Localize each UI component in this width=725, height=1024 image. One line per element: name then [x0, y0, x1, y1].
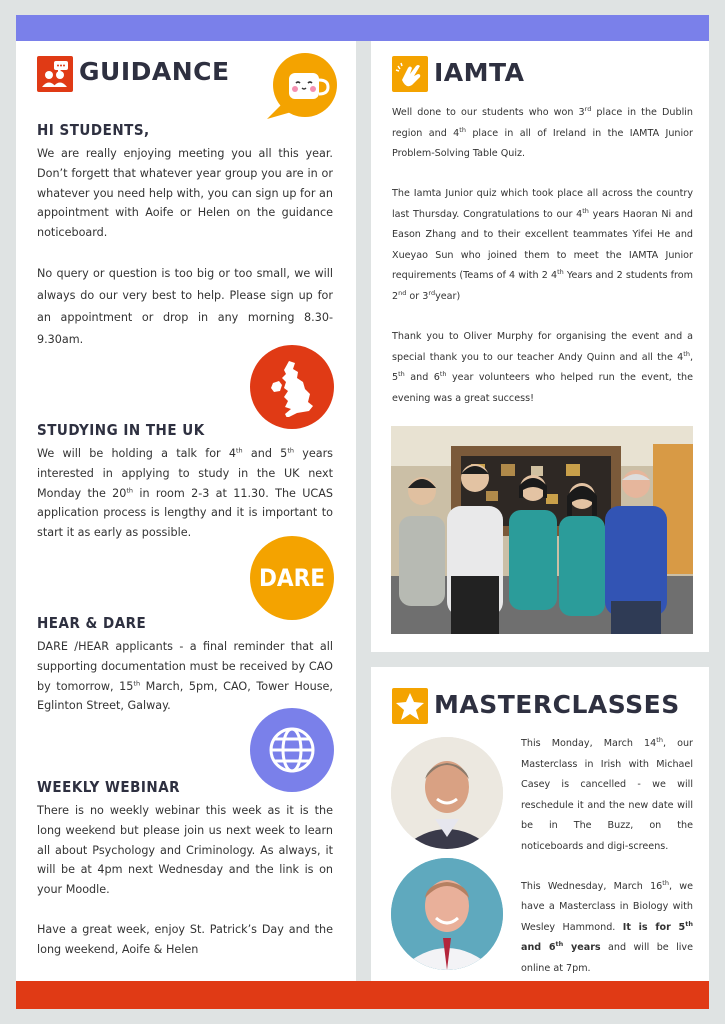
masterclass-text: and will be live online at 7pm. [521, 942, 693, 974]
top-color-bar [16, 15, 709, 41]
quiz-team-photo [391, 426, 693, 634]
iamta-text: years Haoran Ni and Eason Zhang and to their excellent teammates Yifei He and Xueyao Sun who joined them to meet the IAMTA Junior requirements (Teams of 4 with 2 4 [392, 208, 694, 282]
iamta-text: Years and 2 students from 2 [392, 270, 693, 302]
studying-uk-body [37, 444, 333, 543]
masterclass-bold-text: and 6 [521, 942, 556, 954]
hear-dare-heading: HEAR & DARE [37, 614, 147, 632]
chat-people-icon [37, 56, 73, 92]
webinar-body [37, 801, 333, 959]
dare-sup: th [133, 678, 141, 687]
iamta-text: place in the Dublin region and 4 [392, 107, 693, 139]
coffee-cup-chat-icon [265, 53, 337, 127]
masterclasses-title: MASTERCLASSES [434, 690, 680, 719]
masterclass-bold-text: years [563, 942, 601, 954]
guidance-panel [16, 41, 356, 981]
uk-text: and 5 [242, 447, 288, 460]
iamta-sup: rd [428, 288, 436, 297]
dare-badge-icon [250, 536, 334, 620]
globe-icon [250, 708, 334, 792]
uk-sup: th [126, 485, 134, 494]
iamta-text: year volunteers who helped run the event, the evening was a great success! [392, 372, 693, 404]
uk-sup: th [236, 446, 243, 455]
uk-text: in room 2-3 at 11.30. The UCAS application process is lengthy and it is important to start it as early as possible. [37, 486, 333, 540]
iamta-sup: rd [584, 104, 592, 113]
iamta-title: IAMTA [434, 58, 525, 87]
wesley-hammond-photo [391, 858, 503, 970]
iamta-paragraph-1 [392, 103, 693, 165]
masterclass-irish-paragraph [521, 734, 693, 857]
uk-text: years interested in applying to study in the UK next Monday the 20 [37, 447, 334, 500]
iamta-sup: th [557, 268, 564, 277]
dare-badge-label: DARE [258, 564, 326, 592]
iamta-panel [371, 41, 709, 652]
star-icon [392, 688, 428, 724]
webinar-paragraph-2: Have a great week, enjoy St. Patrick’s Day and the long weekend, Aoife & Helen [37, 922, 333, 956]
iamta-paragraph-2 [392, 184, 693, 307]
iamta-text: and 6 [404, 372, 440, 384]
michael-casey-photo [391, 737, 503, 849]
masterclass-text: , our Masterclass in Irish with Michael Casey is cancelled - we will reschedule it and the new date will be in The Buzz, on the noticeboards and digi-screens. [521, 738, 693, 852]
iamta-text: year) [435, 290, 461, 302]
iamta-sup: th [398, 369, 405, 378]
iamta-sup: th [582, 206, 589, 215]
guidance-title: GUIDANCE [79, 57, 230, 86]
hear-dare-body [37, 637, 333, 716]
masterclass-text: This Wednesday, March 16 [521, 880, 663, 892]
masterclass-sup: th [685, 919, 693, 928]
masterclasses-panel [371, 667, 709, 981]
masterclass-sup: th [555, 940, 564, 949]
iamta-paragraph-3 [392, 327, 693, 409]
masterclass-sup: th [656, 735, 663, 744]
weekly-webinar-heading: WEEKLY WEBINAR [37, 778, 181, 796]
guidance-paragraph-2: No query or question is too big or too small, we will always do our very best to help. Please sign up for an appointment or drop in any morning 8.30-9.30am. [37, 266, 333, 346]
uk-map-icon [250, 345, 334, 429]
masterclass-bold-text: It is for 5 [622, 921, 686, 933]
iamta-sup: nd [398, 288, 407, 297]
guidance-paragraph-1: We are really enjoying meeting you all this year. Don’t forgett that whatever year group you are in or whatever you need help with, you can sign up for an appointment with Aoife or Helen on the guidance noticeboard. [37, 147, 333, 240]
clapping-hands-icon [392, 56, 428, 92]
iamta-sup: th [459, 125, 466, 134]
masterclasses-body [521, 734, 693, 979]
webinar-paragraph-1: There is no weekly webinar this week as it is the long weekend but please join us next week to learn all about Psychology and Criminology. As always, it will be at 4pm next Wednesday and the link is on your Moodle. [37, 804, 333, 897]
masterclass-text: , we have a Masterclass in Biology with Wesley Hammond. [521, 880, 693, 933]
dare-text: DARE /HEAR applicants - a final reminder that all supporting documentation must be received by CAO by tomorrow, 15 [37, 640, 333, 693]
iamta-text: Well done to our students who won 3 [392, 107, 585, 118]
iamta-sup: th [439, 369, 447, 378]
iamta-text: , 5 [392, 351, 693, 384]
bottom-color-bar [16, 981, 709, 1009]
iamta-text: The Iamta Junior quiz which took place all across the country last Thursday. Congratulations to our 4 [392, 188, 693, 220]
dare-text: March, 5pm, CAO, Tower House, Eglinton Street, Galway. [37, 679, 333, 713]
uk-sup: th [287, 446, 294, 455]
hi-students-heading: HI STUDENTS, [37, 121, 150, 139]
iamta-text: or 3 [406, 290, 429, 302]
guidance-body [37, 144, 333, 351]
iamta-sup: th [683, 349, 690, 358]
iamta-text: Thank you to Oliver Murphy for organising the event and a special thank you to our teacher Andy Quinn and all the 4 [392, 331, 693, 363]
masterclass-biology-paragraph [521, 877, 693, 980]
masterclass-text: This Monday, March 14 [521, 738, 657, 749]
iamta-text: place in all of Ireland in the IAMTA Junior Problem-Solving Table Quiz. [392, 127, 693, 159]
masterclass-sup: th [662, 878, 669, 887]
studying-uk-heading: STUDYING IN THE UK [37, 421, 205, 439]
iamta-body [392, 103, 693, 409]
uk-text: We will be holding a talk for 4 [37, 447, 236, 460]
